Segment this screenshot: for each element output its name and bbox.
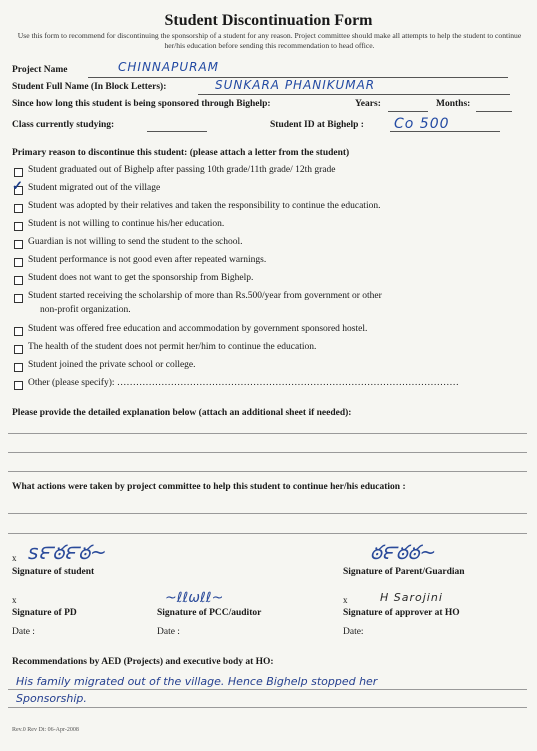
pd-signature-x: x <box>12 595 17 605</box>
actions-label: What actions were taken by project committee to help this student to continue her/his education : <box>12 482 406 492</box>
explanation-line-2[interactable] <box>8 452 527 453</box>
recommendations-rule-2 <box>8 707 527 708</box>
pcc-signature-mark: ~ℓℓωℓℓ~ <box>165 590 224 606</box>
explanation-line-1[interactable] <box>8 433 527 434</box>
reason-label-private-school: Student joined the private school or college. <box>28 360 196 370</box>
reason-checkbox-adopted[interactable] <box>14 204 23 213</box>
student-name-label: Student Full Name (In Block Letters): <box>12 82 167 92</box>
student-signature-mark: ꜱ౯ఠ౯ఠ~ <box>28 540 107 564</box>
revision-footer: Rev.0 Rev Dt: 06-Apr-2008 <box>12 727 79 733</box>
reason-checkbox-private-school[interactable] <box>14 363 23 372</box>
reason-checkbox-other[interactable] <box>14 381 23 390</box>
form-title: Student Discontinuation Form <box>164 12 373 29</box>
checkmark-icon: ✓ <box>12 178 23 193</box>
explanation-line-3[interactable] <box>8 471 527 472</box>
reason-label-scholarship-cont: non-profit organization. <box>40 305 131 315</box>
reason-checkbox-hostel[interactable] <box>14 327 23 336</box>
explanation-label: Please provide the detailed explanation below (attach an additional sheet if needed): <box>12 408 352 418</box>
class-label: Class currently studying: <box>12 120 115 130</box>
pcc-signature-label: Signature of PCC/auditor <box>157 608 262 618</box>
reason-label-health: The health of the student does not permit her/him to continue the education. <box>28 342 317 352</box>
reason-label-adopted: Student was adopted by their relatives and taken the responsibility to continue the education. <box>28 201 381 211</box>
student-signature-label: Signature of student <box>12 567 95 577</box>
parent-signature-mark: ఠ౯ఠఠ~ <box>370 540 437 564</box>
years-line <box>388 111 428 112</box>
pcc-date-label: Date : <box>157 627 180 637</box>
recommendations-line-1: His family migrated out of the village. Hence Bighelp stopped her <box>16 675 378 688</box>
student-signature-x: x <box>12 553 17 563</box>
reason-checkbox-performance[interactable] <box>14 258 23 267</box>
reason-label-guardian: Guardian is not willing to send the student to the school. <box>28 237 243 247</box>
actions-line-1[interactable] <box>8 513 527 514</box>
student-name-value: SUNKARA PHANIKUMAR <box>215 78 376 92</box>
reason-checkbox-guardian[interactable] <box>14 240 23 249</box>
student-id-value: Co 500 <box>394 116 450 132</box>
project-name-value: CHINNAPURAM <box>118 60 220 74</box>
approver-date-label: Date: <box>343 627 364 637</box>
reason-checkbox-scholarship[interactable] <box>14 294 23 303</box>
months-line <box>476 111 512 112</box>
sponsorship-duration-label: Since how long this student is being sponsored through Bighelp: <box>12 99 271 109</box>
approver-signature-x: x <box>343 595 348 605</box>
reason-checkbox-not-willing[interactable] <box>14 222 23 231</box>
actions-line-2[interactable] <box>8 533 527 534</box>
reason-label-graduated: Student graduated out of Bighelp after passing 10th grade/11th grade/ 12th grade <box>28 165 336 175</box>
recommendations-line-2: Sponsorship. <box>16 692 87 705</box>
reason-checkbox-no-sponsorship[interactable] <box>14 276 23 285</box>
parent-signature-label: Signature of Parent/Guardian <box>343 567 465 577</box>
approver-signature-label: Signature of approver at HO <box>343 608 460 618</box>
reason-checkbox-health[interactable] <box>14 345 23 354</box>
reasons-heading: Primary reason to discontinue this student: (please attach a letter from the student) <box>12 148 350 158</box>
recommendations-label: Recommendations by AED (Projects) and executive body at HO: <box>12 657 274 667</box>
approver-name: H Sarojini <box>380 591 443 604</box>
reason-label-scholarship: Student started receiving the scholarship of more than Rs.500/year from government or other <box>28 291 382 301</box>
pd-signature-label: Signature of PD <box>12 608 77 618</box>
reason-label-no-sponsorship: Student does not want to get the sponsorship from Bighelp. <box>28 273 254 283</box>
reason-label-migrated: Student migrated out of the village <box>28 183 161 193</box>
reason-label-not-willing: Student is not willing to continue his/her education. <box>28 219 225 229</box>
reason-label-hostel: Student was offered free education and accommodation by government sponsored hostel. <box>28 324 368 334</box>
months-label: Months: <box>436 99 471 109</box>
recommendations-rule-1 <box>8 689 527 690</box>
student-name-line <box>198 94 510 95</box>
years-label: Years: <box>355 99 381 109</box>
project-name-label: Project Name <box>12 65 68 75</box>
form-intro: Use this form to recommend for discontinuing the sponsorship of a student for any reason. Project committee should make all attempts to help the student to continue her/his education before sending this recommendation to head office. <box>17 31 522 50</box>
pd-date-label: Date : <box>12 627 35 637</box>
student-id-label: Student ID at Bighelp : <box>270 120 364 130</box>
reason-checkbox-graduated[interactable] <box>14 168 23 177</box>
class-line <box>147 131 207 132</box>
reason-label-performance: Student performance is not good even after repeated warnings. <box>28 255 267 265</box>
reason-label-other: Other (please specify): ……………………………………………………………………………………………… <box>28 378 459 388</box>
